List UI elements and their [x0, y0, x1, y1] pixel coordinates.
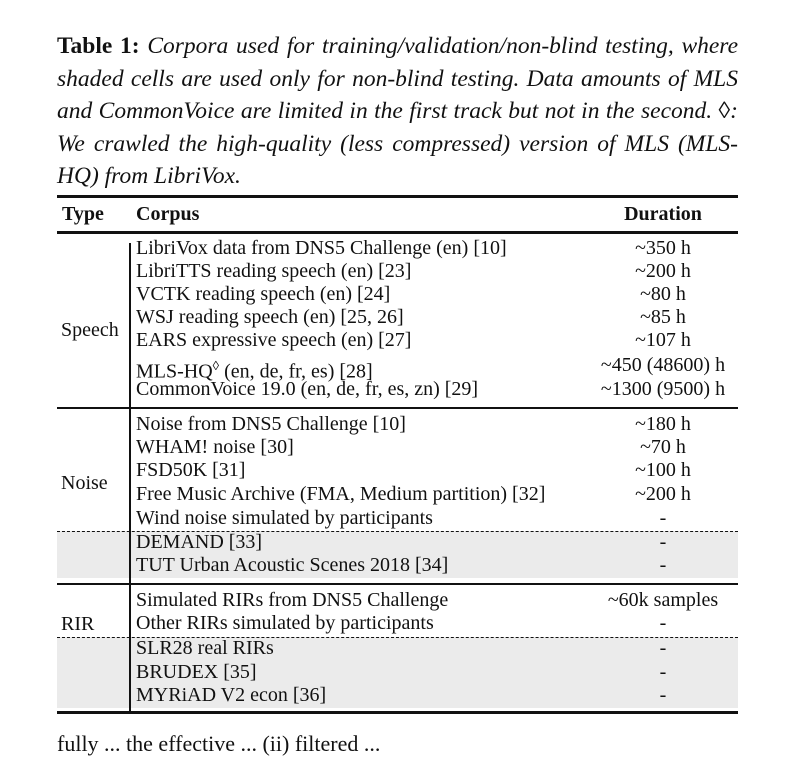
table-row-duration: ~200 h: [635, 483, 691, 505]
table-row-duration: ~180 h: [635, 413, 691, 435]
table-row-duration: -: [659, 554, 667, 576]
mls-hq-rest: (en, de, fr, es) [28]: [219, 360, 373, 383]
header-type: Type: [62, 203, 104, 225]
speech-noise-rule: [57, 407, 738, 409]
table-row-corpus: EARS expressive speech (en) [27]: [136, 329, 412, 351]
table-row-duration: ~450 (48600) h: [600, 354, 726, 376]
caption-label: Table 1:: [57, 33, 140, 59]
top-rule: [57, 195, 738, 198]
header-corpus: Corpus: [136, 203, 200, 225]
table-row-corpus: LibriVox data from DNS5 Challenge (en) [10]: [136, 237, 507, 259]
noise-rir-rule: [57, 583, 738, 585]
table-row-corpus: Noise from DNS5 Challenge [10]: [136, 413, 406, 435]
table-row-duration: ~107 h: [635, 329, 691, 351]
table-row-corpus: WHAM! noise [30]: [136, 436, 294, 458]
table-row-corpus: SLR28 real RIRs: [136, 637, 274, 659]
header-rule: [57, 231, 738, 234]
header-duration: Duration: [624, 203, 702, 225]
table-row-corpus: Other RIRs simulated by participants: [136, 612, 434, 634]
table-row-corpus: Wind noise simulated by participants: [136, 507, 433, 529]
table-row-duration: -: [659, 684, 667, 706]
table-row-corpus: WSJ reading speech (en) [25, 26]: [136, 306, 404, 328]
bottom-rule: [57, 711, 738, 714]
table-row-duration: ~80 h: [640, 283, 686, 305]
diamond-mark: ◊: [212, 358, 220, 373]
table-row-duration: ~200 h: [635, 260, 691, 282]
group-label-speech: Speech: [61, 319, 119, 341]
caption-text: Corpora used for training/validation/non-blind testing, where shaded cells are used only for non-blind testing. Data amounts of MLS and CommonVoice are limited in the first track but not in the second. ◊: We crawled the high-quality (less compressed) version of MLS (MLS-HQ) from LibriVox.: [57, 33, 739, 189]
table-row-duration: ~350 h: [635, 237, 691, 259]
table-row-duration: ~85 h: [640, 306, 686, 328]
table-row-corpus: DEMAND [33]: [136, 531, 263, 553]
body-text-fragment: fully ... the effective ... (ii) filtered ...: [57, 731, 381, 756]
table-row-corpus: Simulated RIRs from DNS5 Challenge: [136, 589, 449, 611]
table-row-duration: ~60k samples: [607, 589, 719, 611]
table-caption: [57, 30, 738, 193]
corpora-table: [57, 195, 738, 715]
table-row-corpus: VCTK reading speech (en) [24]: [136, 283, 391, 305]
table-row-corpus: LibriTTS reading speech (en) [23]: [136, 260, 412, 282]
mls-hq-name: MLS-HQ: [136, 360, 213, 383]
table-row-corpus: CommonVoice 19.0 (en, de, fr, es, zn) [29]: [136, 378, 479, 400]
table-row-corpus: FSD50K [31]: [136, 459, 246, 481]
table-row-duration: -: [659, 637, 667, 659]
table-row-duration: -: [659, 507, 667, 529]
table-row-duration: ~70 h: [640, 436, 686, 458]
table-row-duration: ~100 h: [635, 459, 691, 481]
table-row-duration: -: [659, 531, 667, 553]
table-row-duration: -: [659, 612, 667, 634]
table-row-corpus: TUT Urban Acoustic Scenes 2018 [34]: [136, 554, 449, 576]
column-divider: [129, 243, 131, 713]
table-row-corpus: Free Music Archive (FMA, Medium partition) [32]: [136, 483, 546, 505]
table-row-duration: -: [659, 661, 667, 683]
table-row-corpus: BRUDEX [35]: [136, 661, 257, 683]
group-label-rir: RIR: [61, 613, 95, 635]
table-row-duration: ~1300 (9500) h: [600, 378, 726, 400]
group-label-noise: Noise: [61, 472, 108, 494]
table-row-corpus: MYRiAD V2 econ [36]: [136, 684, 327, 706]
